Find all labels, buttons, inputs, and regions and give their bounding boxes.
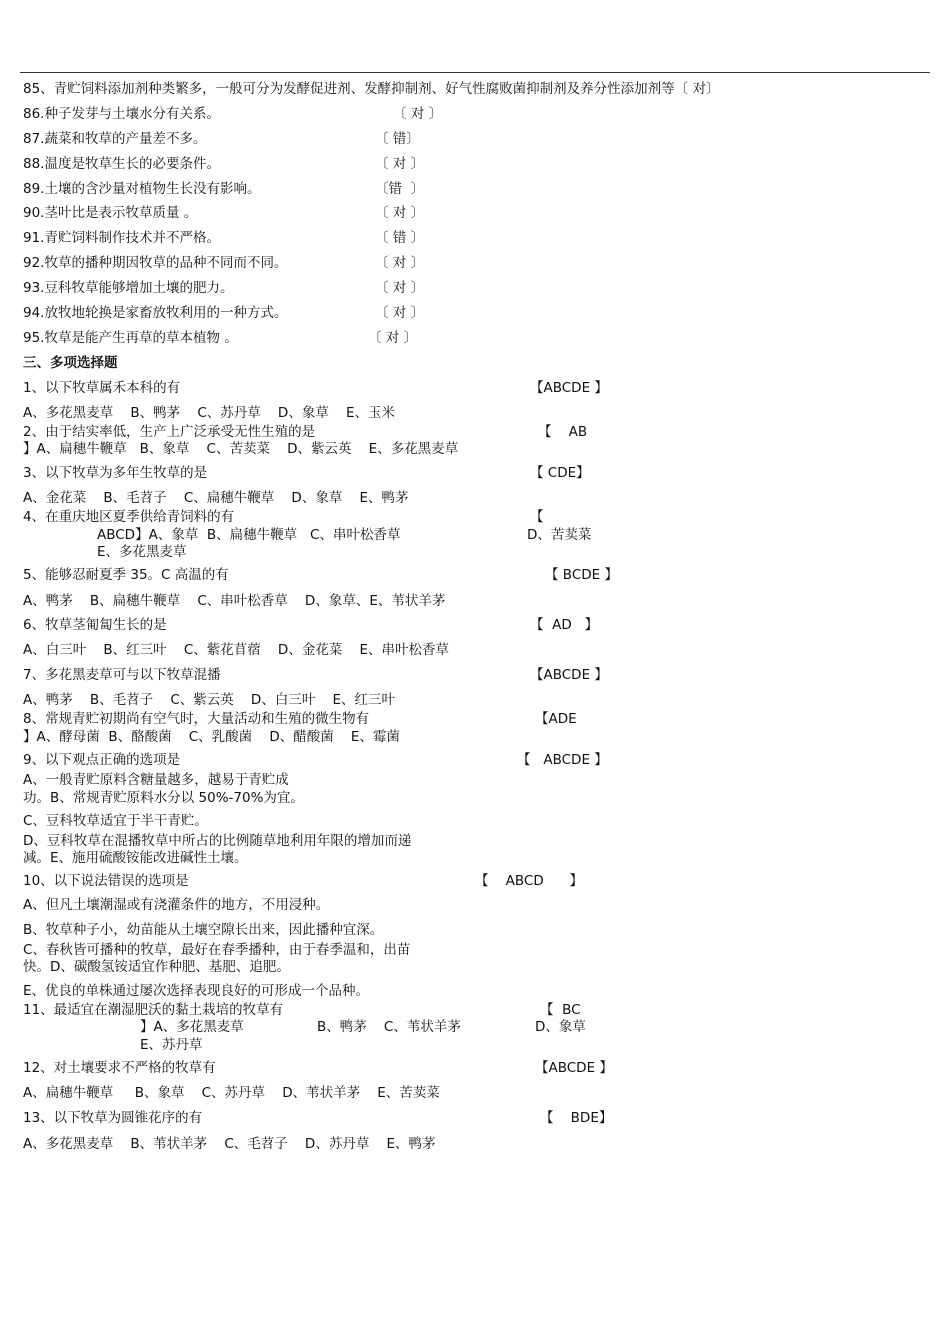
- judgement-item-88: 88.温度是牧草生长的必要条件。: [23, 156, 220, 172]
- judgement-answer-93: 〔 对 〕: [375, 280, 425, 296]
- question-8: 8、常规青贮初期尚有空气时，大量活动和生殖的微生物有: [23, 711, 370, 727]
- options-13: A、多花黑麦草 B、苇状羊茅 C、毛苕子 D、苏丹草 E、鸭茅: [23, 1136, 436, 1152]
- options-9-b: 功。B、常规青贮原料水分以 50%-70%为宜。: [23, 790, 304, 806]
- options-10-d: 快。D、碳酸氢铵适宜作种肥、基肥、追肥。: [23, 959, 290, 975]
- options-5: A、鸭茅 B、扁穗牛鞭草 C、串叶松香草 D、象草、E、苇状羊茅: [23, 593, 446, 609]
- answer-4: 【: [530, 509, 544, 525]
- judgement-item-87: 87.蔬菜和牧草的产量差不多。: [23, 131, 207, 147]
- options-9-c: C、豆科牧草适宜于半干青贮。: [23, 813, 208, 829]
- options-10-b: B、牧草种子小，幼苗能从土壤空隙长出来，因此播种宜深。: [23, 922, 384, 938]
- question-12: 12、对土壤要求不严格的牧草有: [23, 1060, 216, 1076]
- options-9-e: 减。E、施用硫酸铵能改进碱性土壤。: [23, 850, 248, 866]
- options-9-d: D、豆科牧草在混播牧草中所占的比例随草地利用年限的增加而递: [23, 833, 412, 849]
- judgement-item-95: 95.牧草是能产生再草的草本植物 。: [23, 330, 238, 346]
- answer-5: 【 BCDE 】: [545, 567, 618, 583]
- judgement-item-89: 89.土壤的含沙量对植物生长没有影响。: [23, 181, 261, 197]
- question-1: 1、以下牧草属禾本科的有: [23, 380, 181, 396]
- options-4-d: D、苦荬菜: [527, 527, 592, 543]
- options-6: A、白三叶 B、红三叶 C、紫花苜蓿 D、金花菜 E、串叶松香草: [23, 642, 450, 658]
- judgement-item-85: 85、青贮饲料添加剂种类繁多，一般可分为发酵促进剂、发酵抑制剂、好气性腐败菌抑制剂及养分性添加剂等〔 对〕: [23, 81, 720, 97]
- question-13: 13、以下牧草为圆锥花序的有: [23, 1110, 203, 1126]
- answer-12: 【ABCDE 】: [535, 1060, 613, 1076]
- section-heading: 三、多项选择题: [23, 355, 118, 371]
- judgement-item-92: 92.牧草的播种期因牧草的品种不同而不同。: [23, 255, 288, 271]
- judgement-answer-94: 〔 对 〕: [375, 305, 425, 321]
- judgement-item-86: 86.种子发芽与土壤水分有关系。: [23, 106, 220, 122]
- answer-11: 【 BC: [540, 1002, 581, 1018]
- options-4-line1: ABCD】A、象草 B、扁穗牛鞭草 C、串叶松香草: [97, 527, 401, 543]
- judgement-answer-89: 〔错 〕: [375, 181, 425, 197]
- header-rule: [20, 72, 930, 73]
- answer-1: 【ABCDE 】: [530, 380, 608, 396]
- question-5: 5、能够忍耐夏季 35。C 高温的有: [23, 567, 229, 583]
- question-4: 4、在重庆地区夏季供给青饲料的有: [23, 509, 235, 525]
- answer-2: 【 AB: [538, 424, 588, 440]
- answer-13: 【 BDE】: [540, 1110, 613, 1126]
- options-11-bc: B、鸭茅 C、苇状羊茅: [317, 1019, 461, 1035]
- judgement-answer-87: 〔 错〕: [375, 131, 420, 147]
- judgement-answer-88: 〔 对 〕: [375, 156, 425, 172]
- question-11: 11、最适宜在潮湿肥沃的黏土栽培的牧草有: [23, 1002, 284, 1018]
- options-12: A、扁穗牛鞭草 B、象草 C、苏丹草 D、苇状羊茅 E、苦荬菜: [23, 1085, 440, 1101]
- answer-7: 【ABCDE 】: [530, 667, 608, 683]
- options-2: 】A、扁穗牛鞭草 B、象草 C、苦荬菜 D、紫云英 E、多花黑麦草: [23, 441, 459, 457]
- options-8: 】A、酵母菌 B、酪酸菌 C、乳酸菌 D、醋酸菌 E、霉菌: [23, 729, 400, 745]
- options-11-d: D、象草: [535, 1019, 586, 1035]
- question-9: 9、以下观点正确的选项是: [23, 752, 181, 768]
- question-10: 10、以下说法错误的选项是: [23, 873, 189, 889]
- answer-9: 【 ABCDE 】: [517, 752, 608, 768]
- question-2: 2、由于结实率低，生产上广泛承受无性生殖的是: [23, 424, 316, 440]
- judgement-item-94: 94.放牧地轮换是家畜放牧利用的一种方式。: [23, 305, 288, 321]
- judgement-item-91: 91.青贮饲料制作技术并不严格。: [23, 230, 220, 246]
- options-1: A、多花黑麦草 B、鸭茅 C、苏丹草 D、象草 E、玉米: [23, 405, 396, 421]
- question-7: 7、多花黑麦草可与以下牧草混播: [23, 667, 221, 683]
- options-11-a: 】A、多花黑麦草: [140, 1019, 244, 1035]
- question-6: 6、牧草茎匍匐生长的是: [23, 617, 167, 633]
- answer-8: 【ADE: [535, 711, 577, 727]
- options-9-a: A、一般青贮原料含糖量越多，越易于青贮成: [23, 772, 289, 788]
- question-3: 3、以下牧草为多年生牧草的是: [23, 465, 208, 481]
- judgement-item-90: 90.茎叶比是表示牧草质量 。: [23, 205, 198, 221]
- options-11-e: E、苏丹草: [140, 1037, 203, 1053]
- options-4-line2: E、多花黑麦草: [97, 544, 187, 560]
- options-3: A、金花菜 B、毛苕子 C、扁穗牛鞭草 D、象草 E、鸭茅: [23, 490, 409, 506]
- judgement-answer-92: 〔 对 〕: [375, 255, 425, 271]
- answer-6: 【 AD 】: [530, 617, 599, 633]
- judgement-item-93: 93.豆科牧草能够增加土壤的肥力。: [23, 280, 234, 296]
- answer-10: 【 ABCD 】: [475, 873, 583, 889]
- options-7: A、鸭茅 B、毛苕子 C、紫云英 D、白三叶 E、红三叶: [23, 692, 396, 708]
- answer-3: 【 CDE】: [530, 465, 590, 481]
- judgement-answer-95: 〔 对 〕: [368, 330, 418, 346]
- judgement-answer-90: 〔 对 〕: [375, 205, 425, 221]
- options-10-a: A、但凡土壤潮湿或有浇灌条件的地方，不用浸种。: [23, 897, 330, 913]
- options-10-e: E、优良的单株通过屡次选择表现良好的可形成一个品种。: [23, 983, 370, 999]
- judgement-answer-91: 〔 错 〕: [375, 230, 425, 246]
- options-10-c: C、春秋皆可播种的牧草，最好在春季播种，由于春季温和，出苗: [23, 942, 411, 958]
- judgement-answer-86: 〔 对 〕: [393, 106, 443, 122]
